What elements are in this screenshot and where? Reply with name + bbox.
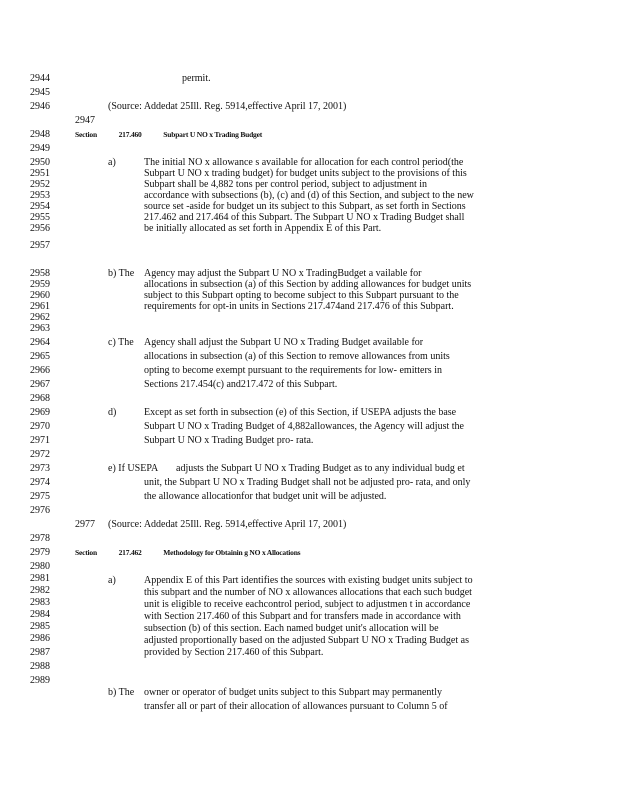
line-number: 2955 [30, 212, 50, 223]
line-number: 2976 [30, 505, 50, 516]
line-number: 2980 [30, 561, 50, 572]
text-line: allocations in subsection (a) of this Section by adding allowances for budget units [144, 279, 472, 290]
text-line: owner or operator of budget units subject to this Subpart may permanently [144, 687, 442, 698]
line-number: 2987 [30, 647, 50, 658]
line-number: 2944 [30, 73, 50, 84]
body-text: permit. [182, 73, 211, 84]
section-number: 217.462 [118, 548, 142, 557]
text-line: source set -aside for budget un its subject to this Subpart, as set forth in Sections [144, 201, 466, 212]
text-line: The initial NO x allowance s available for allocation for each control period(the [144, 157, 464, 168]
text-line: 217.462 and 217.464 of this Subpart. The Subpart U NO x Trading Budget shall [144, 212, 465, 223]
line-number: 2968 [30, 393, 50, 404]
line-number: 2978 [30, 533, 50, 544]
line-number: 2956 [30, 223, 50, 234]
line-number: 2984 [30, 609, 50, 620]
line-number: 2960 [30, 290, 50, 301]
line-number: 2989 [30, 675, 50, 686]
text-line: unit, the Subpart U NO x Trading Budget shall not be adjusted pro- rata, and only [144, 477, 471, 488]
text-line: Subpart shall be 4,882 tons per control period, subject to adjustment in [144, 179, 428, 190]
text-line: allocations in subsection (a) of this Section to remove allowances from units [144, 351, 450, 362]
text-line: subject to this Subpart opting to become subject to this Subpart pursuant to the [144, 290, 459, 301]
line-number: 2969 [30, 407, 50, 418]
subsection-label: b) The [108, 268, 135, 279]
line-number: 2954 [30, 201, 50, 212]
line-number: 2951 [30, 168, 50, 179]
text-line: Agency shall adjust the Subpart U NO x Trading Budget available for [144, 337, 424, 348]
section-label: Section [75, 130, 97, 139]
section-label: Section [75, 548, 97, 557]
line-number: 2979 [30, 547, 50, 558]
line-number: 2964 [30, 337, 50, 348]
source-note: (Source: Addedat 25Ill. Reg. 5914,effective April 17, 2001) [108, 101, 347, 112]
line-number: 2975 [30, 491, 50, 502]
text-line: Sections 217.454(c) and217.472 of this Subpart. [144, 379, 338, 390]
section-title: Methodology for Obtainin g NO x Allocations [163, 548, 301, 557]
line-number: 2972 [30, 449, 50, 460]
line-number: 2948 [30, 129, 50, 140]
text-line: Subpart U NO x Trading Budget of 4,882allowances, the Agency will adjust the [144, 421, 464, 432]
section-heading [75, 129, 282, 140]
text-line: adjusts the Subpart U NO x Trading Budget as to any individual budg et [176, 463, 465, 474]
text-line: opting to become exempt pursuant to the requirements for low- emitters in [144, 365, 442, 376]
line-number: 2965 [30, 351, 50, 362]
text-line: with Section 217.460 of this Subpart and for transfers made in accordance with [144, 611, 461, 622]
text-line: adjusted proportionally based on the adjusted Subpart U NO x Trading Budget as [144, 635, 469, 646]
line-number: 2966 [30, 365, 50, 376]
line-number: 2945 [30, 87, 50, 98]
text-line: unit is eligible to receive eachcontrol period, subject to adjustmen t in accordance [144, 599, 471, 610]
subsection-label: b) The [108, 687, 135, 698]
text-line: be initially allocated as set forth in Appendix E of this Part. [144, 223, 382, 234]
text-line: this subpart and the number of NO x allowances allocations that each such budget [144, 587, 472, 598]
line-number: 2953 [30, 190, 50, 201]
secondary-line-number: 2947 [75, 115, 95, 126]
line-number: 2973 [30, 463, 50, 474]
subsection-label: d) [108, 407, 117, 418]
subsection-label: c) The [108, 337, 134, 348]
line-number: 2962 [30, 312, 50, 323]
text-line: the allowance allocationfor that budget unit will be adjusted. [144, 491, 387, 502]
line-number: 2958 [30, 268, 50, 279]
text-line: accordance with subsections (b), (c) and (d) of this Section, and subject to the new [144, 190, 474, 201]
secondary-line-number: 2977 [75, 519, 95, 530]
text-line: transfer all or part of their allocation of allowances pursuant to Column 5 of [144, 701, 448, 712]
line-number: 2983 [30, 597, 50, 608]
line-number: 2988 [30, 661, 50, 672]
line-number: 2967 [30, 379, 50, 390]
text-line: Except as set forth in subsection (e) of this Section, if USEPA adjusts the base [144, 407, 457, 418]
line-number: 2949 [30, 143, 50, 154]
section-title: Subpart U NO x Trading Budget [163, 130, 263, 139]
text-line: Appendix E of this Part identifies the sources with existing budget units subject to [144, 575, 473, 586]
text-line: provided by Section 217.460 of this Subpart. [144, 647, 324, 658]
line-number: 2970 [30, 421, 50, 432]
line-number: 2952 [30, 179, 50, 190]
line-number: 2985 [30, 621, 50, 632]
line-number: 2957 [30, 240, 50, 251]
line-number: 2971 [30, 435, 50, 446]
line-number: 2982 [30, 585, 50, 596]
line-number: 2959 [30, 279, 50, 290]
line-number: 2961 [30, 301, 50, 312]
section-heading [75, 547, 320, 558]
subsection-label: a) [108, 575, 116, 586]
source-note: (Source: Addedat 25Ill. Reg. 5914,effective April 17, 2001) [108, 519, 347, 530]
text-line: Subpart U NO x Trading Budget pro- rata. [144, 435, 314, 446]
line-number: 2986 [30, 633, 50, 644]
line-number: 2946 [30, 101, 50, 112]
text-line: Subpart U NO x trading budget) for budget units subject to the provisions of this [144, 168, 467, 179]
section-number: 217.460 [118, 130, 142, 139]
subsection-label: a) [108, 157, 116, 168]
subsection-label: e) If USEPA [108, 463, 159, 474]
text-line: requirements for opt-in units in Sections 217.474and 217.476 of this Subpart. [144, 301, 454, 312]
line-number: 2974 [30, 477, 50, 488]
text-line: subsection (b) of this section. Each named budget unit's allocation will be [144, 623, 439, 634]
text-line: Agency may adjust the Subpart U NO x TradingBudget a vailable for [144, 268, 422, 279]
line-number: 2950 [30, 157, 50, 168]
line-number: 2981 [30, 573, 50, 584]
line-number: 2963 [30, 323, 50, 334]
